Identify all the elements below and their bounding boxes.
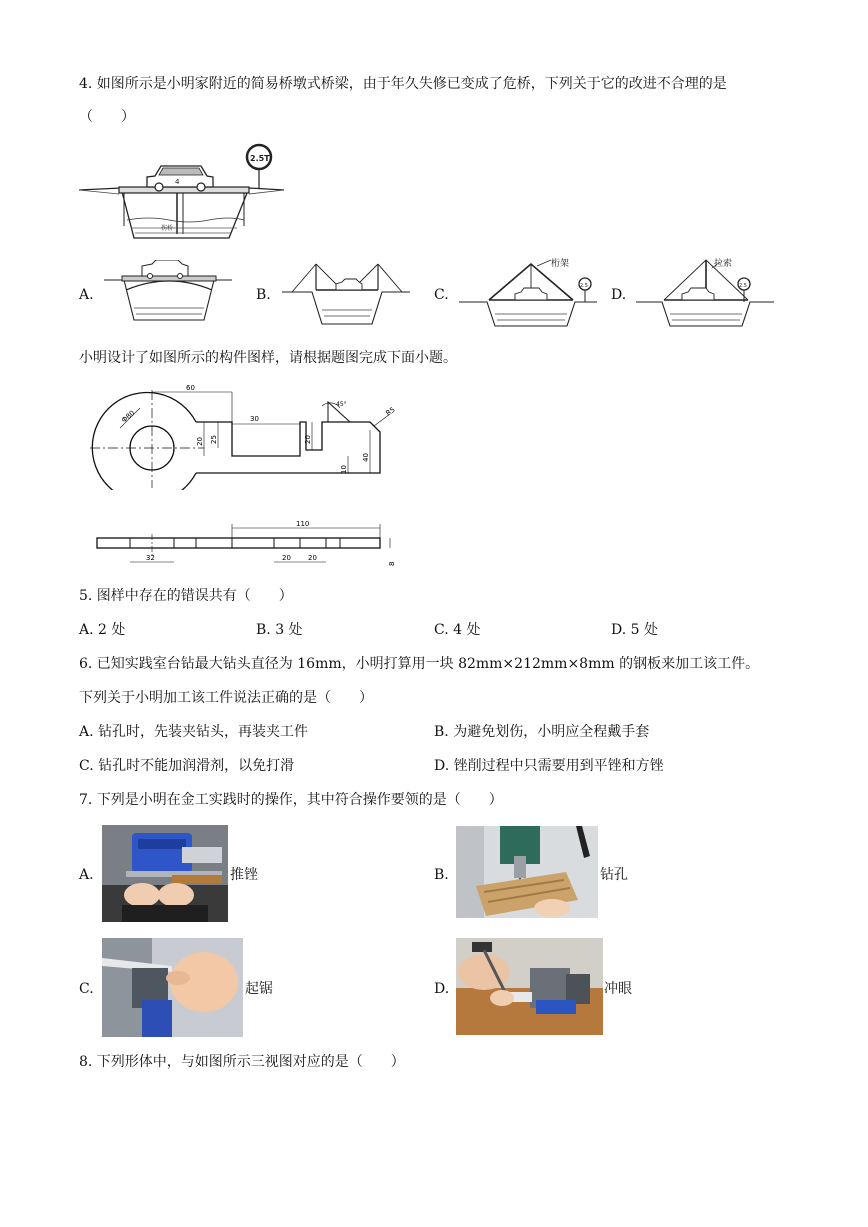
q4-option-d-figure xyxy=(636,256,776,330)
dim-20-d: 20 xyxy=(308,554,317,562)
q7-option-c-caption: 起锯 xyxy=(245,981,273,997)
q4-paren: （ ） xyxy=(79,109,135,125)
dim-10: 10 xyxy=(340,465,348,474)
q5-option-c: C. 4 处 xyxy=(434,622,481,638)
q7-option-b-caption: 钻孔 xyxy=(600,867,628,883)
q7-photo-a xyxy=(102,825,228,922)
q5-option-b: B. 3 处 xyxy=(256,622,303,638)
q4-stem: 4. 如图所示是小明家附近的简易桥墩式桥梁，由于年久失修已变成了危桥，下列关于它的改进不合理的是 xyxy=(79,76,727,92)
dim-8: 8 xyxy=(388,561,396,566)
q4-option-a-figure xyxy=(104,260,234,326)
q6-stem-line2: 下列关于小明加工该工件说法正确的是（ ） xyxy=(79,690,373,706)
dim-20-b: 20 xyxy=(304,435,312,444)
q6-option-c: C. 钻孔时不能加润滑剂，以免打滑 xyxy=(79,758,295,774)
q7-option-b-letter: B. xyxy=(434,867,449,883)
intro-text: 小明设计了如图所示的构件图样，请根据题图完成下面小题。 xyxy=(79,350,457,366)
technical-drawing-front xyxy=(90,380,410,490)
q7-photo-c xyxy=(102,938,243,1037)
q4-option-a-letter: A. xyxy=(79,287,94,303)
q7-stem: 7. 下列是小明在金工实践时的操作，其中符合操作要领的是（ ） xyxy=(79,792,503,808)
dim-40: 40 xyxy=(362,453,370,462)
water-label: 伤桥 xyxy=(161,225,174,232)
q4-option-d-letter: D. xyxy=(611,287,627,303)
q4-option-b-letter: B. xyxy=(256,287,271,303)
sign-label: 2.5T xyxy=(250,154,270,163)
dim-60: 60 xyxy=(186,384,195,392)
svg-text:4: 4 xyxy=(175,178,180,186)
q5-option-d: D. 5 处 xyxy=(611,622,658,638)
technical-drawing-bottom xyxy=(90,518,410,570)
q7-option-d-caption: 冲眼 xyxy=(604,981,632,997)
dim-110: 110 xyxy=(296,520,310,528)
dim-25: 25 xyxy=(210,435,218,444)
dim-phi80: Φ80 xyxy=(120,409,137,425)
q4-option-c-figure xyxy=(459,256,599,330)
q7-option-a-caption: 推锉 xyxy=(230,867,258,883)
q6-option-a: A. 钻孔时，先装夹钻头，再装夹工件 xyxy=(79,724,309,740)
q4-option-b-figure xyxy=(282,262,412,328)
dim-45deg: 45° xyxy=(336,401,347,408)
q8-stem: 8. 下列形体中，与如图所示三视图对应的是（ ） xyxy=(79,1054,405,1070)
cable-sign: 2.5 xyxy=(739,283,747,289)
dim-32: 32 xyxy=(146,554,155,562)
q5-option-a: A. 2 处 xyxy=(79,622,126,638)
bridge-figure xyxy=(79,142,289,246)
cable-label: 拉索 xyxy=(714,259,733,269)
dim-20-c: 20 xyxy=(282,554,291,562)
q7-photo-d xyxy=(456,938,603,1035)
q7-photo-b xyxy=(456,826,598,918)
dim-r5: R5 xyxy=(384,405,397,418)
q7-option-c-letter: C. xyxy=(79,981,94,997)
q5-stem: 5. 图样中存在的错误共有（ ） xyxy=(79,588,293,604)
truss-label: 桁架 xyxy=(551,259,570,269)
dim-20-a: 20 xyxy=(196,437,204,446)
q4-option-c-letter: C. xyxy=(434,287,449,303)
q6-option-b: B. 为避免划伤，小明应全程戴手套 xyxy=(434,724,650,740)
q6-stem-line1: 6. 已知实践室台钻最大钻头直径为 16mm，小明打算用一块 82mm×212mm×8mm 的钢板来加工该工件。 xyxy=(79,656,760,672)
dim-30: 30 xyxy=(250,415,259,423)
truss-sign: 2.5 xyxy=(580,283,588,289)
q7-option-d-letter: D. xyxy=(434,981,450,997)
q6-option-d: D. 锉削过程中只需要用到平锉和方锉 xyxy=(434,758,664,774)
q7-option-a-letter: A. xyxy=(79,867,94,883)
